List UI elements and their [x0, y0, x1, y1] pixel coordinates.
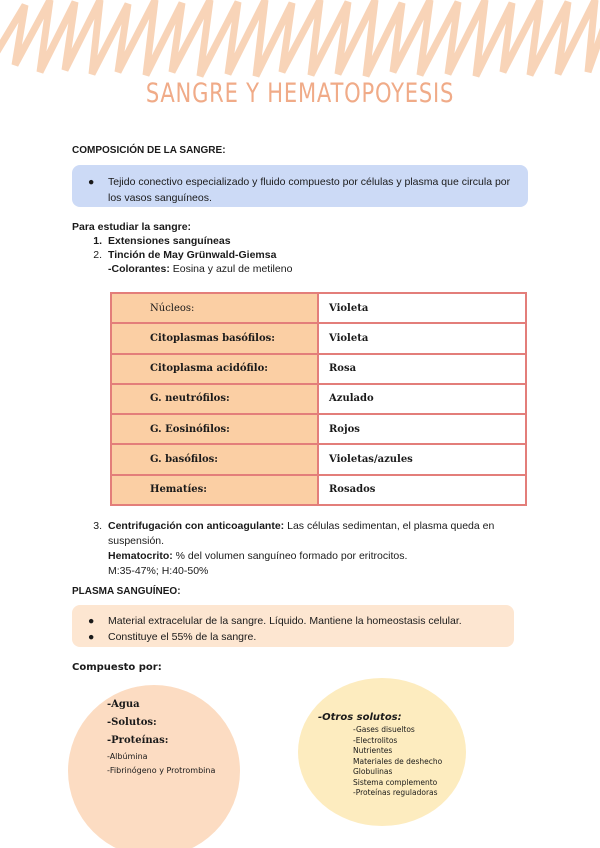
table-cell-structure: G. basófilos: — [111, 444, 318, 474]
plasma-heading — [72, 586, 181, 597]
table-row — [111, 475, 526, 505]
list-item: Materiales de deshecho — [353, 756, 443, 766]
table-row — [111, 444, 526, 474]
bullet-icon: ● — [88, 176, 95, 188]
table-cell-color: Violeta — [318, 293, 526, 323]
table-row — [111, 384, 526, 414]
hematocrito-label: Hematocrito: — [108, 550, 173, 562]
table-cell-color: Violeta — [318, 323, 526, 353]
composicion-heading — [72, 145, 226, 156]
centrifugacion-description: Las células sedimentan, el plasma queda en suspensión. — [108, 520, 495, 547]
table-cell-color: Rosados — [318, 475, 526, 505]
table-cell-color: Violetas/azules — [318, 444, 526, 474]
list-number: 1. — [93, 235, 102, 247]
list-number: 2. — [93, 249, 102, 261]
list-item — [72, 248, 532, 262]
table-cell-structure: Citoplasmas basófilos: — [111, 323, 318, 353]
list-text: Extensiones sanguíneas — [108, 235, 231, 247]
colorantes-line — [72, 262, 532, 276]
hematocrito-text: % del volumen sanguíneo formado por eritrocitos. — [172, 550, 408, 562]
composicion-callout — [72, 165, 528, 207]
table-row — [111, 293, 526, 323]
otros-solutos-title: -Otros solutos: — [318, 712, 402, 723]
list-item — [72, 519, 532, 549]
hematocrito-line — [72, 549, 532, 564]
list-number: 3. — [93, 520, 102, 532]
centrifugacion-label: Centrifugación con anticoagulante: — [108, 520, 285, 532]
list-item: -Electrolitos — [353, 735, 398, 745]
list-item: -Albúmina — [107, 752, 148, 761]
centrifugacion-text — [108, 519, 532, 549]
list-item — [88, 629, 502, 645]
list-item: Sistema complemento — [353, 777, 438, 787]
study-intro: Para estudiar la sangre: — [72, 221, 192, 233]
study-section — [72, 220, 532, 276]
decorative-scribble-banner — [0, 0, 600, 80]
bullet-icon: ● — [88, 615, 95, 627]
list-item: -Gases disueltos — [353, 725, 415, 734]
plasma-heading-text: PLASMA SANGUÍNEO: — [72, 586, 181, 597]
table-row — [111, 323, 526, 353]
compuesto-left-list — [107, 696, 215, 778]
table-cell-color: Azulado — [318, 384, 526, 414]
list-item: -Fibrinógeno y Protrombina — [107, 766, 216, 775]
compuesto-heading: Compuesto por: — [72, 662, 162, 673]
table-cell-structure: G. neutrófilos: — [111, 384, 318, 414]
colorantes-label: -Colorantes: — [108, 263, 170, 275]
table-row — [111, 354, 526, 384]
table-cell-structure: G. Eosinófilos: — [111, 414, 318, 444]
list-item: -Proteínas reguladoras — [353, 788, 438, 797]
list-item: -Agua — [107, 699, 140, 710]
stain-table — [110, 292, 527, 506]
hematocrito-ranges: M:35-47%; H:40-50% — [108, 565, 209, 577]
list-item: Globulinas — [353, 767, 393, 776]
list-item — [72, 234, 532, 248]
plasma-callout — [72, 605, 514, 647]
list-item: -Proteínas: — [107, 735, 169, 746]
otros-solutos-list — [318, 712, 442, 799]
colorantes-value: Eosina y azul de metileno — [169, 263, 293, 275]
list-item: -Solutos: — [107, 717, 157, 728]
list-item: Nutrientes — [353, 746, 393, 755]
table-cell-structure: Citoplasma acidófilo: — [111, 354, 318, 384]
table-cell-color: Rosa — [318, 354, 526, 384]
composicion-text: Tejido conectivo especializado y fluido compuesto por células y plasma que circula por los vasos sanguíneos. — [108, 176, 511, 204]
table-cell-structure: Hematíes: — [111, 475, 318, 505]
composicion-heading-text: COMPOSICIÓN DE LA SANGRE: — [72, 145, 226, 156]
plasma-bullet-text: Constituye el 55% de la sangre. — [108, 631, 257, 643]
list-text: Tinción de May Grünwald-Giemsa — [108, 249, 277, 261]
centrifugacion-section — [72, 519, 532, 579]
page-title: SANGRE Y HEMATOPOYESIS — [145, 78, 455, 109]
plasma-bullet-text: Material extracelular de la sangre. Líquido. Mantiene la homeostasis celular. — [108, 615, 462, 627]
bullet-icon: ● — [88, 631, 95, 643]
list-item — [88, 613, 502, 629]
table-cell-structure: Núcleos: — [111, 293, 318, 323]
table-cell-color: Rojos — [318, 414, 526, 444]
table-row — [111, 414, 526, 444]
